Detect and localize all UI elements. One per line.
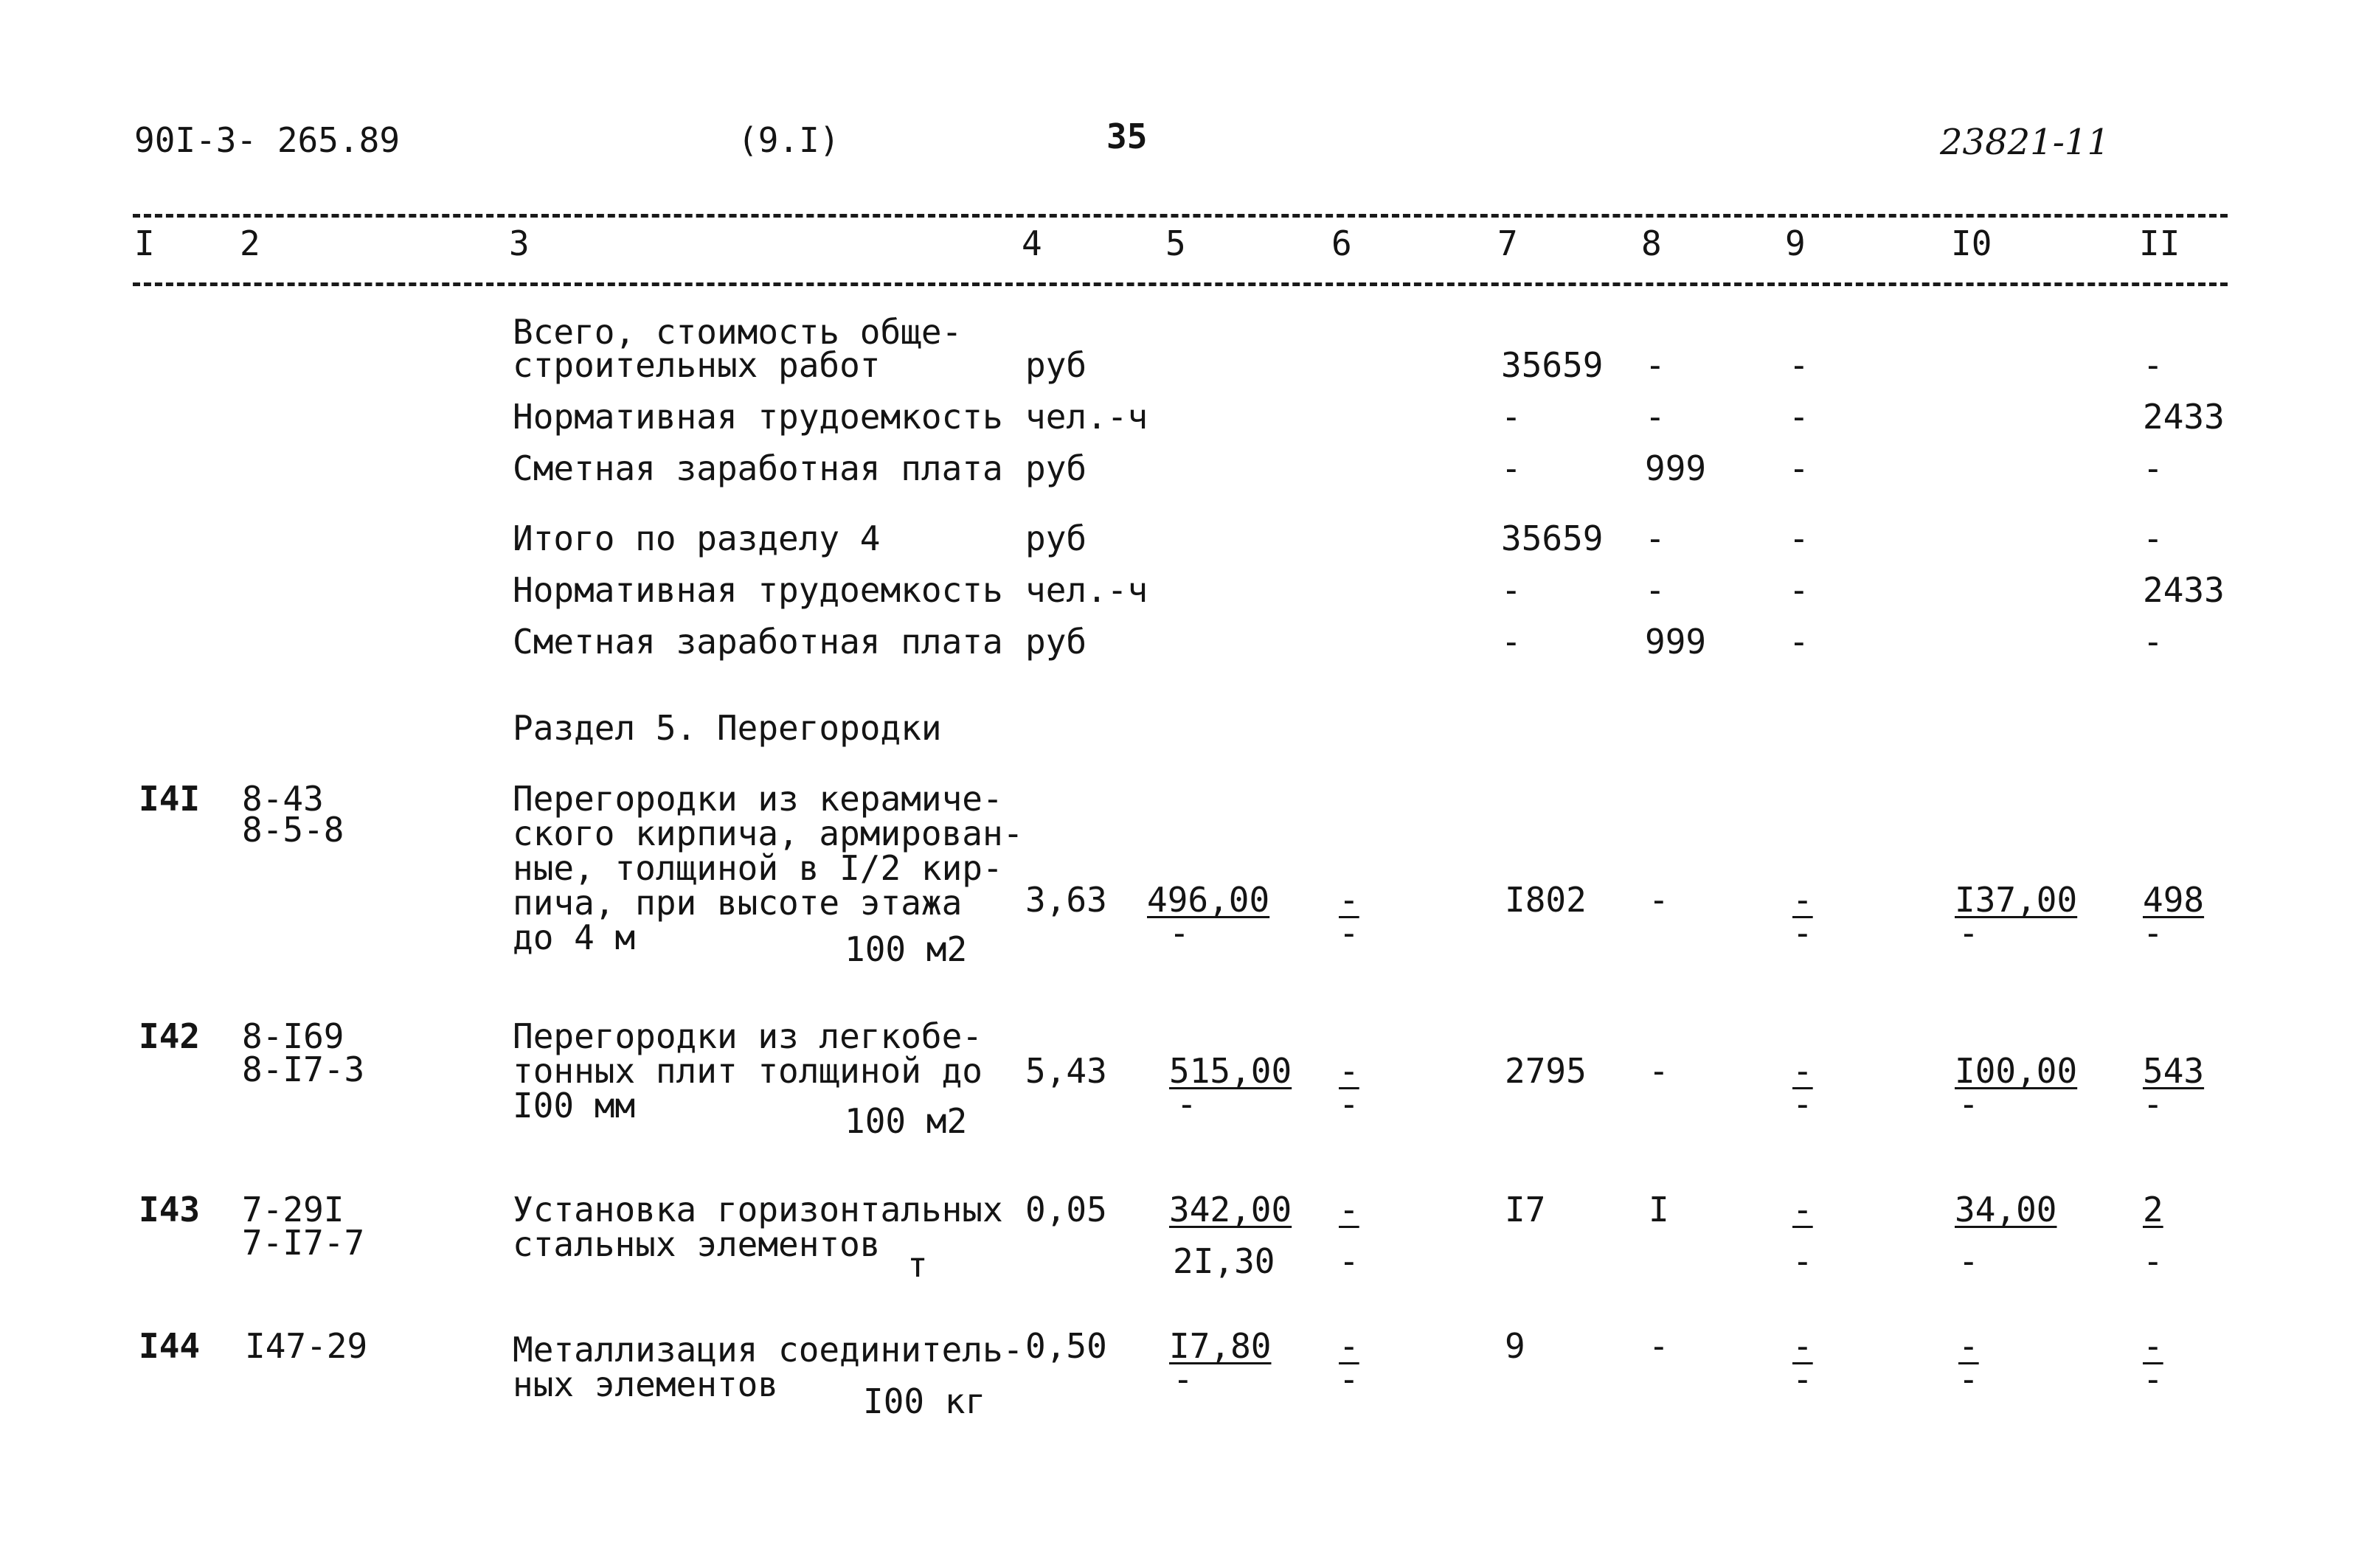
row-col7: I7 xyxy=(1505,1190,1546,1229)
summary-col7: - xyxy=(1501,448,1522,488)
row-col8: - xyxy=(1649,880,1669,920)
row-number: I44 xyxy=(139,1326,201,1366)
summary-col9: - xyxy=(1789,448,1809,488)
column-header: 4 xyxy=(1022,223,1042,263)
summary-label: Нормативная трудоемкость xyxy=(513,570,1003,610)
section-title: Раздел 5. Перегородки xyxy=(513,708,942,748)
row-col11-sub: - xyxy=(2143,1359,2163,1399)
column-header: 2 xyxy=(240,223,260,263)
row-col10: - xyxy=(1958,1326,1979,1366)
row-col8: - xyxy=(1649,1051,1669,1091)
column-header: 9 xyxy=(1785,223,1806,263)
row-col9-sub: - xyxy=(1792,1359,1813,1399)
row-number: I42 xyxy=(139,1016,201,1056)
summary-col11: - xyxy=(2143,518,2163,558)
row-col6-sub: - xyxy=(1339,1359,1359,1399)
summary-col11: - xyxy=(2143,448,2163,488)
row-col9: - xyxy=(1792,880,1813,920)
summary-col7: 35659 xyxy=(1501,518,1604,558)
header-top-divider xyxy=(133,214,2228,218)
summary-unit: руб xyxy=(1025,518,1087,558)
row-description-line: ных элементов xyxy=(513,1364,779,1404)
row-col10-sub: - xyxy=(1958,913,1979,953)
column-header: I0 xyxy=(1951,223,1992,263)
summary-unit: чел.-ч xyxy=(1025,570,1148,610)
header-bottom-divider xyxy=(133,282,2228,286)
summary-col7: 35659 xyxy=(1501,345,1604,385)
row-quantity: 0,05 xyxy=(1025,1190,1107,1229)
row-code: 8-43 xyxy=(242,779,324,819)
row-code: I47-29 xyxy=(245,1326,368,1366)
row-col6: - xyxy=(1339,880,1359,920)
row-col11: 543 xyxy=(2143,1051,2205,1091)
summary-col9: - xyxy=(1789,570,1809,610)
row-unit: I00 кг xyxy=(863,1381,986,1421)
row-description-line: Перегородки из легкобе- xyxy=(513,1016,983,1056)
row-col10: I00,00 xyxy=(1955,1051,2078,1091)
column-header: I xyxy=(134,223,155,263)
summary-col8: 999 xyxy=(1645,448,1707,488)
row-col10: I37,00 xyxy=(1955,880,2078,920)
row-col8: - xyxy=(1649,1326,1669,1366)
summary-unit: руб xyxy=(1025,345,1087,385)
row-description-line: I00 мм xyxy=(513,1086,636,1125)
row-code: 8-5-8 xyxy=(242,810,344,850)
row-col5: 342,00 xyxy=(1169,1190,1292,1229)
column-header: 5 xyxy=(1165,223,1186,263)
column-header: 3 xyxy=(509,223,530,263)
summary-col11: - xyxy=(2143,622,2163,662)
row-quantity: 5,43 xyxy=(1025,1051,1107,1091)
row-description-line: Перегородки из керамиче- xyxy=(513,779,1003,819)
row-col8: I xyxy=(1649,1190,1669,1229)
summary-col7: - xyxy=(1501,397,1522,437)
row-description-line: до 4 м xyxy=(513,917,636,957)
summary-label: Всего, стоимость обще- xyxy=(513,312,963,352)
summary-col9: - xyxy=(1789,345,1809,385)
row-col11-sub: - xyxy=(2143,913,2163,953)
summary-col9: - xyxy=(1789,397,1809,437)
row-col11-sub: - xyxy=(2143,1084,2163,1124)
page-number: 35 xyxy=(1106,117,1148,156)
row-col10-sub: - xyxy=(1958,1241,1979,1281)
row-col9-sub: - xyxy=(1792,1241,1813,1281)
summary-unit: руб xyxy=(1025,622,1087,662)
summary-col8: - xyxy=(1645,518,1666,558)
row-quantity: 3,63 xyxy=(1025,880,1107,920)
summary-col8: - xyxy=(1645,345,1666,385)
summary-col8: - xyxy=(1645,397,1666,437)
row-col5: 496,00 xyxy=(1147,880,1270,920)
row-description-line: пича, при высоте этажа xyxy=(513,883,963,923)
row-code: 8-I7-3 xyxy=(242,1050,365,1089)
row-col5-sub: - xyxy=(1173,1359,1193,1399)
row-col6: - xyxy=(1339,1190,1359,1229)
summary-col11: 2433 xyxy=(2143,570,2225,610)
row-code: 7-29I xyxy=(242,1190,344,1229)
row-description-line: тонных плит толщиной до xyxy=(513,1051,983,1091)
summary-col11: - xyxy=(2143,345,2163,385)
section-number: (9.I) xyxy=(738,120,840,160)
row-unit: 100 м2 xyxy=(845,929,968,969)
row-col5-sub: 2I,30 xyxy=(1173,1241,1275,1281)
column-header: II xyxy=(2139,223,2180,263)
row-description-line: ные, толщиной в I/2 кир- xyxy=(513,848,1003,888)
row-code: 8-I69 xyxy=(242,1016,344,1056)
row-col11-sub: - xyxy=(2143,1241,2163,1281)
row-code: 7-I7-7 xyxy=(242,1223,365,1263)
summary-col9: - xyxy=(1789,622,1809,662)
summary-label: Нормативная трудоемкость xyxy=(513,397,1003,437)
summary-label-continued: строительных работ xyxy=(513,345,881,385)
row-col6: - xyxy=(1339,1051,1359,1091)
column-header: 8 xyxy=(1641,223,1662,263)
row-col9-sub: - xyxy=(1792,913,1813,953)
document-code: 90I-3- 265.89 xyxy=(134,120,401,160)
row-col9-sub: - xyxy=(1792,1084,1813,1124)
row-col7: 2795 xyxy=(1505,1051,1587,1091)
row-description-line: стальных элементов xyxy=(513,1224,881,1264)
summary-col7: - xyxy=(1501,570,1522,610)
row-col6-sub: - xyxy=(1339,913,1359,953)
row-col10-sub: - xyxy=(1958,1359,1979,1399)
column-header: 6 xyxy=(1331,223,1352,263)
row-description-line: Металлизация соединитель- xyxy=(513,1330,1024,1370)
row-unit: т xyxy=(907,1245,928,1285)
row-col5-sub: - xyxy=(1169,913,1190,953)
summary-label: Сметная заработная плата xyxy=(513,448,1003,488)
row-col5-sub: - xyxy=(1176,1084,1197,1124)
row-col11: 2 xyxy=(2143,1190,2163,1229)
row-col7: I802 xyxy=(1505,880,1587,920)
row-unit: 100 м2 xyxy=(845,1101,968,1141)
summary-unit: чел.-ч xyxy=(1025,397,1148,437)
row-col5: 515,00 xyxy=(1169,1051,1292,1091)
row-col6: - xyxy=(1339,1326,1359,1366)
row-col9: - xyxy=(1792,1326,1813,1366)
summary-unit: руб xyxy=(1025,448,1087,488)
handwritten-note: 23821-11 xyxy=(1940,122,2110,163)
row-col5: I7,80 xyxy=(1169,1326,1272,1366)
column-header: 7 xyxy=(1497,223,1518,263)
row-col6-sub: - xyxy=(1339,1241,1359,1281)
row-number: I4I xyxy=(139,779,201,819)
row-col10: 34,00 xyxy=(1955,1190,2057,1229)
row-col10-sub: - xyxy=(1958,1084,1979,1124)
row-quantity: 0,50 xyxy=(1025,1326,1107,1366)
summary-col8: 999 xyxy=(1645,622,1707,662)
summary-col9: - xyxy=(1789,518,1809,558)
row-col9: - xyxy=(1792,1190,1813,1229)
summary-col8: - xyxy=(1645,570,1666,610)
row-col11: 498 xyxy=(2143,880,2205,920)
row-col11: - xyxy=(2143,1326,2163,1366)
row-description-line: ского кирпича, армирован- xyxy=(513,814,1024,853)
summary-col7: - xyxy=(1501,622,1522,662)
row-description-line: Установка горизонтальных xyxy=(513,1190,1003,1229)
row-col6-sub: - xyxy=(1339,1084,1359,1124)
row-col9: - xyxy=(1792,1051,1813,1091)
row-number: I43 xyxy=(139,1190,201,1229)
summary-label: Итого по разделу 4 xyxy=(513,518,881,558)
summary-col11: 2433 xyxy=(2143,397,2225,437)
summary-label: Сметная заработная плата xyxy=(513,622,1003,662)
row-col7: 9 xyxy=(1505,1326,1525,1366)
